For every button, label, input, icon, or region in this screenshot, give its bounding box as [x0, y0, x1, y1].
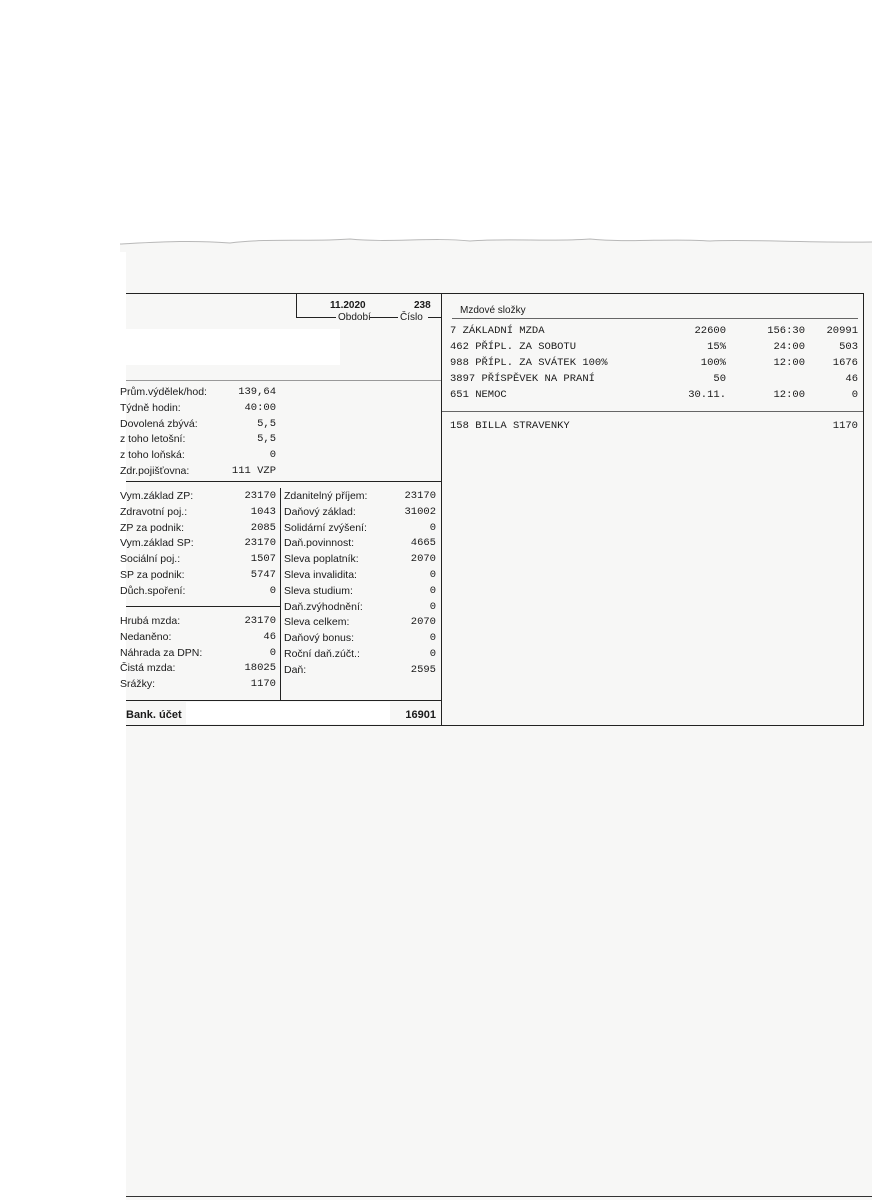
info-value: 0	[269, 449, 276, 462]
tax-value: 0	[429, 584, 436, 597]
component-desc: 7 ZÁKLADNÍ MZDA	[450, 325, 545, 337]
period-line-mid	[370, 317, 398, 318]
tax-value: 2070	[410, 616, 436, 629]
top-border	[126, 293, 864, 294]
component-hours: 12:00	[773, 389, 805, 401]
insurance-label: Zdravotní poj.:	[120, 505, 188, 518]
info-label: z toho letošní:	[120, 433, 186, 446]
component-hours	[730, 373, 805, 389]
component-rate: 30.11.	[688, 389, 726, 401]
tax-value: 4665	[410, 537, 436, 550]
component-amount: 46	[845, 373, 858, 385]
insurance-label: Vym.základ SP:	[120, 537, 194, 550]
info-label: Zdr.pojišťovna:	[120, 465, 190, 477]
torn-edge	[120, 230, 872, 252]
tax-label: Sleva poplatník:	[284, 553, 359, 566]
period-box-left	[296, 293, 297, 317]
totals-value: 46	[263, 630, 276, 643]
tax-label: Daňový bonus:	[284, 632, 355, 645]
tax-value: 0	[429, 648, 436, 660]
insurance-label: Sociální poj.:	[120, 553, 181, 566]
center-divider	[441, 293, 442, 725]
insurance-value: 1507	[250, 553, 276, 566]
bank-top-line	[126, 700, 441, 701]
totals-label: Čistá mzda:	[120, 662, 176, 675]
tax-value: 0	[429, 569, 436, 581]
tax-value: 23170	[404, 490, 436, 502]
tax-label: Zdanitelný příjem:	[284, 490, 368, 502]
insurance-label: ZP za podnik:	[120, 521, 185, 534]
insurance-value: 0	[269, 584, 276, 597]
right-border	[863, 293, 864, 725]
totals-value: 23170	[244, 615, 276, 627]
tax-label: Sleva studium:	[284, 584, 353, 597]
insurance-value: 5747	[250, 569, 276, 581]
components-header-line	[452, 318, 858, 319]
component-hours: 24:00	[773, 341, 805, 353]
deduction-value: 1170	[832, 420, 858, 432]
component-rate: 15%	[707, 341, 726, 353]
component-desc: 462 PŘÍPL. ZA SOBOTU	[450, 341, 577, 353]
tax-label: Roční daň.zúčt.:	[284, 648, 360, 660]
totals-label: Hrubá mzda:	[120, 615, 181, 627]
bank-amount: 16901	[405, 709, 436, 721]
number-value: 238	[414, 300, 431, 311]
component-amount: 0	[851, 389, 858, 401]
info-value: 5,5	[257, 417, 276, 430]
component-hours: 156:30	[767, 325, 805, 337]
tax-value: 0	[429, 600, 436, 613]
bank-account-label: Bank. účet	[126, 709, 182, 721]
employee-name-redacted	[126, 329, 340, 365]
component-rate: 22600	[694, 325, 726, 337]
tax-label: Sleva invalidita:	[284, 569, 357, 581]
info-value: 40:00	[244, 401, 276, 414]
insurance-label: Vym.základ ZP:	[120, 490, 194, 502]
tax-label: Daňový základ:	[284, 505, 356, 518]
period-label: Období	[338, 312, 371, 323]
insurance-top-line	[126, 481, 441, 482]
tax-value: 0	[429, 521, 436, 534]
period-value: 11.2020	[330, 300, 366, 311]
totals-value: 1170	[250, 678, 276, 691]
components-divider	[442, 411, 863, 412]
insurance-value: 23170	[244, 490, 276, 502]
component-amount: 1676	[832, 357, 858, 369]
component-desc: 3897 PŘÍSPĚVEK NA PRANÍ	[450, 373, 595, 385]
tax-label: Daň.povinnost:	[284, 537, 355, 550]
info-label: Týdně hodin:	[120, 401, 181, 414]
insurance-value: 23170	[244, 537, 276, 550]
info-label: Prům.výdělek/hod:	[120, 386, 207, 398]
tax-value: 0	[429, 632, 436, 645]
deduction-desc: 158 BILLA STRAVENKY	[450, 420, 570, 432]
component-hours: 12:00	[773, 357, 805, 369]
page-bottom-line	[126, 1196, 872, 1197]
info-label: z toho loňská:	[120, 449, 185, 462]
bottom-border	[126, 725, 864, 726]
tax-label: Sleva celkem:	[284, 616, 350, 629]
number-label: Číslo	[400, 312, 423, 323]
insurance-value: 2085	[250, 521, 276, 534]
period-line-right	[428, 317, 441, 318]
tax-value: 2595	[410, 663, 436, 676]
period-line-left	[296, 317, 336, 318]
tax-label: Daň.zvýhodnění:	[284, 600, 363, 613]
components-title: Mzdové složky	[460, 305, 526, 316]
tax-value: 31002	[404, 505, 436, 518]
tax-value: 2070	[410, 553, 436, 566]
totals-label: Náhrada za DPN:	[120, 646, 203, 659]
tax-label: Daň:	[284, 663, 307, 676]
tax-label: Solidární zvýšení:	[284, 521, 367, 534]
totals-label: Srážky:	[120, 678, 156, 691]
component-desc: 651 NEMOC	[450, 389, 507, 401]
component-desc: 988 PŘÍPL. ZA SVÁTEK 100%	[450, 357, 608, 369]
totals-label: Nedaněno:	[120, 630, 172, 643]
totals-value: 0	[269, 646, 276, 659]
component-rate: 100%	[700, 357, 726, 369]
insurance-label: Důch.spoření:	[120, 584, 186, 597]
info-label: Dovolená zbývá:	[120, 417, 198, 430]
bank-account-redacted	[186, 702, 390, 724]
component-amount: 503	[839, 341, 858, 353]
totals-value: 18025	[244, 662, 276, 675]
info-value: 111 VZP	[231, 465, 276, 477]
info-divider	[126, 380, 441, 381]
info-value: 5,5	[257, 433, 276, 446]
totals-top-line	[126, 606, 280, 607]
insurance-label: SP za podnik:	[120, 569, 185, 581]
tax-column-divider	[280, 488, 281, 700]
component-rate: 50	[713, 373, 726, 385]
insurance-value: 1043	[250, 505, 276, 518]
component-amount: 20991	[826, 325, 858, 337]
info-value: 139,64	[238, 386, 276, 398]
